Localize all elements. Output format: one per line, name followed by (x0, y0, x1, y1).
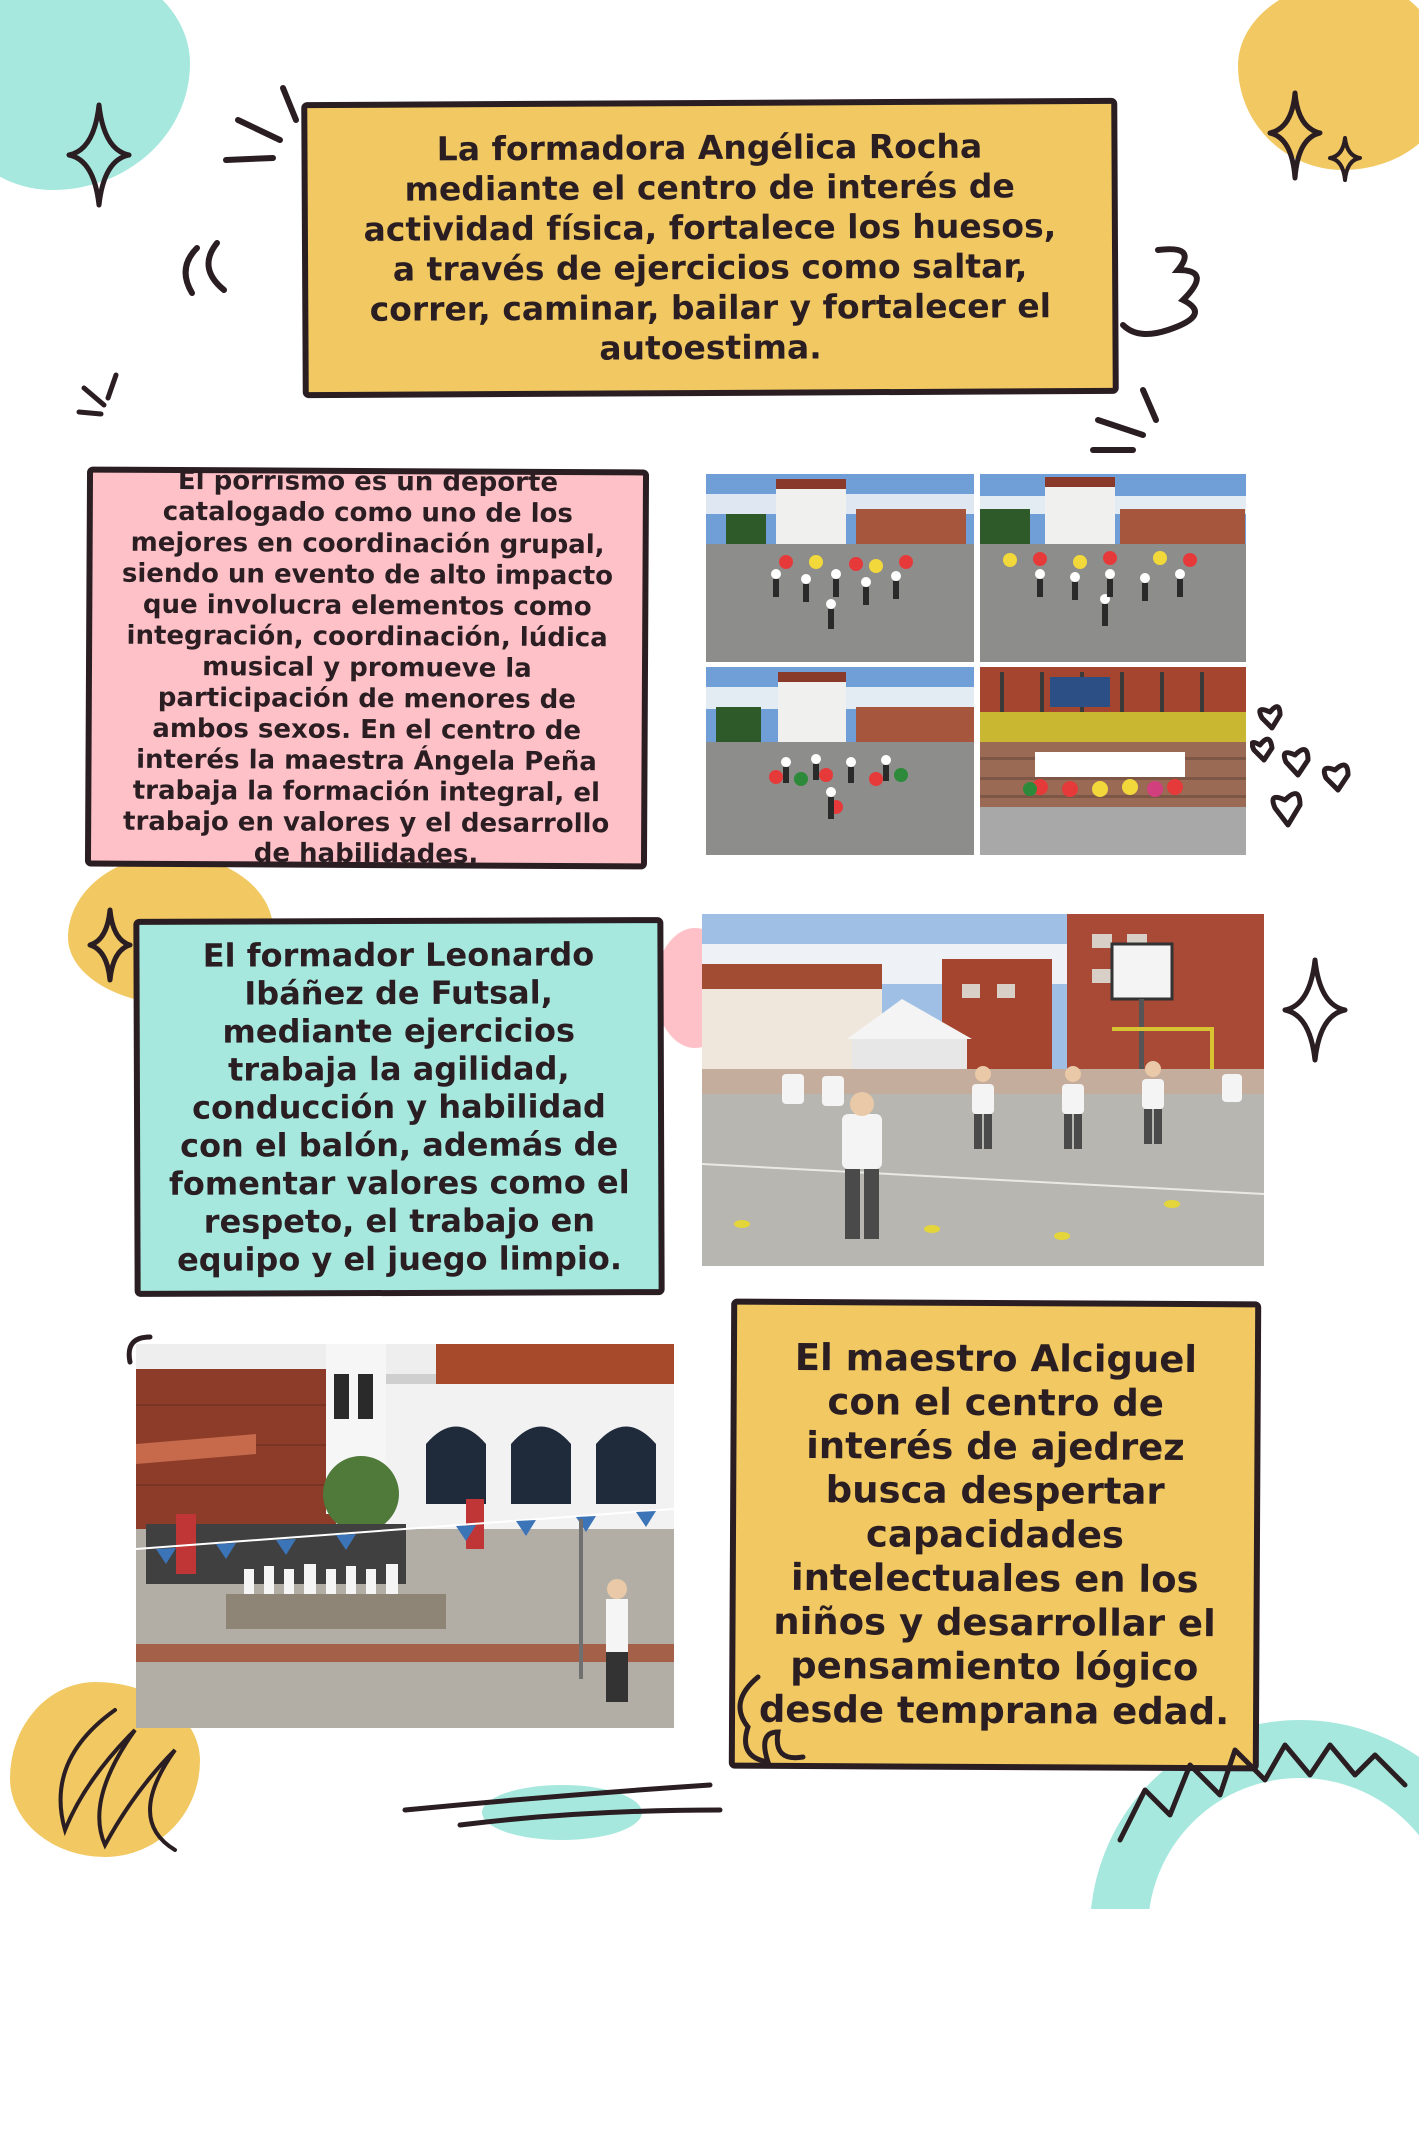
intro-text: La formadora Angélica Rocha mediante el centro de interés de actividad física, fortalece los huesos, a través de ejercicios como saltar, correr, caminar, bailar y fortalecer el autoestima. (363, 126, 1057, 368)
cheer-photo-3 (706, 667, 974, 855)
spiral-icon-right (1118, 240, 1208, 350)
dash-lines-icon-left (76, 370, 126, 420)
ajedrez-textbox (729, 1299, 1261, 1772)
dash-lines-icon-right (1088, 385, 1163, 455)
porrismo-textbox (85, 467, 649, 870)
cheer-photo-2 (980, 474, 1246, 662)
cheer-photo-4 (980, 667, 1246, 855)
futsal-textbox (133, 917, 664, 1297)
curl-icon-chess (120, 1332, 160, 1372)
loop-scribble-icon-bottom-left (25, 1690, 205, 1860)
hearts-icon (1250, 700, 1360, 845)
sparkle-icon-top-right (1265, 88, 1375, 188)
futsal-text: El formador Leonardo Ibáñez de Futsal, mediante ejercicios trabaja la agilidad, conducción y habilidad con el balón, además de fomentar valores como el respeto, el trabajo en equipo y el juego limpio. (168, 935, 630, 1279)
chess-photo (136, 1344, 674, 1728)
burst-lines-icon-top (218, 80, 308, 170)
intro-textbox (301, 98, 1119, 398)
bracket-curve-icon-left (172, 238, 232, 303)
cheer-photo-1 (706, 474, 974, 662)
sparkle-icon-mid-left (85, 905, 135, 985)
futsal-photo (702, 914, 1264, 1266)
porrismo-text: El porrismo es un deporte catalogado como uno de los mejores en coordinación grupal, siendo un evento de alto impacto que involucra elementos como integración, coordinación, lúdica musical y promueve la participación de menores de ambos sexos. En el centro de interés la maestra Ángela Peña trabaja la formación integral, el trabajo en valores y el desarrollo de habilidades. (121, 465, 614, 870)
scribble-line-icon-bottom (400, 1775, 730, 1835)
ajedrez-text: El maestro Alciguel con el centro de interés de ajedrez busca despertar capacidades intelectuales en los niños y desarrollar el pensamiento lógico desde temprana edad. (758, 1335, 1230, 1734)
sparkle-icon-mid-right (1280, 955, 1350, 1065)
loop-scribble-icon-ajedrez (728, 1672, 808, 1772)
zigzag-icon-bottom-right (1115, 1730, 1419, 1850)
sparkle-icon-top-left (64, 100, 134, 210)
